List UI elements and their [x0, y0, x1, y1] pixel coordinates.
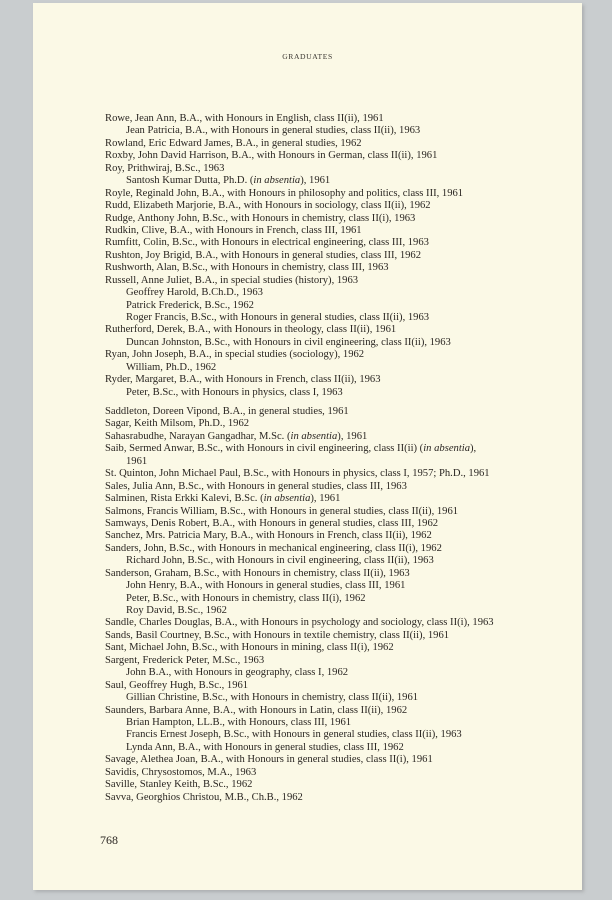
- entry-italic: in absentia: [423, 443, 471, 455]
- graduate-entry: Russell, Anne Juliet, B.A., in special studies (history), 1963: [105, 274, 359, 286]
- entry-text: ),: [470, 443, 477, 455]
- running-header: GRADUATES: [282, 52, 333, 61]
- sub-entry: John Henry, B.A., with Honours in general studies, class III, 1961: [126, 580, 406, 592]
- graduate-entry: Rutherford, Derek, B.A., with Honours in theology, class II(ii), 1961: [105, 324, 397, 336]
- entry-text: ), 1961: [337, 430, 368, 442]
- graduate-entry: [105, 493, 575, 505]
- sub-entry: Jean Patricia, B.A., with Honours in general studies, class II(ii), 1963: [126, 125, 421, 137]
- graduate-entry: Sargent, Frederick Peter, M.Sc., 1963: [105, 654, 265, 666]
- graduate-entry: Sands, Basil Courtney, B.Sc., with Honours in textile chemistry, class II(ii), 1961: [105, 629, 450, 641]
- graduate-entry: Saunders, Barbara Anne, B.A., with Honours in Latin, class II(ii), 1962: [105, 704, 408, 716]
- sub-entry: Francis Ernest Joseph, B.Sc., with Honours in general studies, class II(ii), 1963: [126, 729, 462, 741]
- graduate-entry: Savidis, Chrysostomos, M.A., 1963: [105, 766, 257, 778]
- graduate-entry: Rowe, Jean Ann, B.A., with Honours in English, class II(ii), 1961: [105, 113, 384, 124]
- sub-entry: Peter, B.Sc., with Honours in physics, class I, 1963: [126, 386, 343, 398]
- graduate-entry: Ryder, Margaret, B.A., with Honours in French, class II(ii), 1963: [105, 374, 381, 386]
- entry-italic: in absentia: [263, 493, 311, 505]
- graduate-entry: Sanderson, Graham, B.Sc., with Honours in chemistry, class II(ii), 1963: [105, 567, 410, 579]
- graduate-entry: Rowland, Eric Edward James, B.A., in general studies, 1962: [105, 137, 362, 149]
- entry-text: Saib, Sermed Anwar, B.Sc., with Honours in civil engineering, class II(ii) (: [105, 443, 424, 455]
- page-number: 768: [100, 833, 118, 847]
- graduate-entry: Sandle, Charles Douglas, B.A., with Honours in psychology and sociology, class II(i), 1963: [105, 617, 494, 629]
- graduate-entry: Saddleton, Doreen Vipond, B.A., in general studies, 1961: [105, 406, 349, 417]
- graduate-entry: Rudge, Anthony John, B.Sc., with Honours in chemistry, class II(i), 1963: [105, 212, 416, 224]
- graduate-entry: Saville, Stanley Keith, B.Sc., 1962: [105, 779, 253, 791]
- graduate-entry: Ryan, John Joseph, B.A., in special studies (sociology), 1962: [105, 349, 365, 361]
- sub-entry: William, Ph.D., 1962: [126, 361, 217, 373]
- sub-entry: Geoffrey Harold, B.Ch.D., 1963: [126, 287, 263, 299]
- graduate-entry: Saul, Geoffrey Hugh, B.Sc., 1961: [105, 679, 249, 691]
- graduate-entry: Samways, Denis Robert, B.A., with Honours in general studies, class III, 1962: [105, 517, 439, 529]
- sub-entry: Roger Francis, B.Sc., with Honours in general studies, class II(ii), 1963: [126, 312, 430, 323]
- graduate-entry: St. Quinton, John Michael Paul, B.Sc., with Honours in physics, class I, 1957; Ph.D., 1961: [105, 468, 490, 480]
- entry-italic: in absentia: [290, 430, 338, 442]
- graduate-entry: Rudd, Elizabeth Marjorie, B.A., with Honours in sociology, class II(ii), 1962: [105, 200, 431, 212]
- graduate-entry: Savage, Alethea Joan, B.A., with Honours in general studies, class II(i), 1961: [105, 754, 433, 766]
- sub-entry: Duncan Johnston, B.Sc., with Honours in civil engineering, class II(ii), 1963: [126, 336, 451, 348]
- sub-entry: Peter, B.Sc., with Honours in chemistry, class II(i), 1962: [126, 592, 366, 604]
- section-s-entries: [105, 406, 575, 804]
- entry-text: ), 1961: [300, 175, 331, 187]
- sub-entry: Richard John, B.Sc., with Honours in civil engineering, class II(ii), 1963: [126, 555, 434, 567]
- graduate-entry: Rumfitt, Colin, B.Sc., with Honours in electrical engineering, class III, 1963: [105, 237, 429, 249]
- graduate-entry: Sales, Julia Ann, B.Sc., with Honours in general studies, class III, 1963: [105, 480, 407, 492]
- section-r-entries: [105, 113, 575, 399]
- entry-text: Santosh Kumar Dutta, Ph.D. (: [126, 175, 254, 187]
- graduate-entry: [105, 431, 575, 443]
- graduate-entry: Savva, Georghios Christou, M.B., Ch.B., 1962: [105, 791, 303, 803]
- entry-italic: in absentia: [253, 175, 301, 187]
- entry-text: ), 1961: [310, 493, 341, 505]
- graduate-entry: Salmons, Francis William, B.Sc., with Honours in general studies, class II(ii), 1961: [105, 505, 459, 517]
- graduate-entry: Sagar, Keith Milsom, Ph.D., 1962: [105, 418, 250, 430]
- graduate-entry: Sant, Michael John, B.Sc., with Honours in mining, class II(i), 1962: [105, 642, 394, 654]
- graduate-entry: Roy, Prithwiraj, B.Sc., 1963: [105, 162, 225, 174]
- graduate-entry: Roxby, John David Harrison, B.A., with Honours in German, class II(ii), 1961: [105, 150, 438, 162]
- entry-text: Sahasrabudhe, Narayan Gangadhar, M.Sc. (: [105, 430, 291, 442]
- entry-text: Salminen, Rista Erkki Kalevi, B.Sc. (: [105, 493, 264, 505]
- graduate-entry: [105, 443, 575, 455]
- graduate-entry: Rushton, Joy Brigid, B.A., with Honours in general studies, class III, 1962: [105, 249, 422, 261]
- graduate-entry: Rudkin, Clive, B.A., with Honours in French, class III, 1961: [105, 224, 362, 236]
- document-page: [33, 3, 582, 890]
- entry-continuation: 1961: [126, 455, 148, 467]
- graduate-entry: Sanders, John, B.Sc., with Honours in mechanical engineering, class II(i), 1962: [105, 542, 442, 554]
- graduate-entry: Sanchez, Mrs. Patricia Mary, B.A., with Honours in French, class II(ii), 1962: [105, 530, 432, 542]
- graduate-entry: Rushworth, Alan, B.Sc., with Honours in chemistry, class III, 1963: [105, 262, 389, 274]
- sub-entry: John B.A., with Honours in geography, class I, 1962: [126, 667, 349, 679]
- sub-entry: Brian Hampton, LL.B., with Honours, class III, 1961: [126, 716, 352, 728]
- sub-entry: [105, 175, 575, 187]
- sub-entry: Gillian Christine, B.Sc., with Honours in chemistry, class II(ii), 1961: [126, 692, 419, 704]
- graduate-entry: Royle, Reginald John, B.A., with Honours in philosophy and politics, class III, 1961: [105, 187, 464, 199]
- sub-entry: Patrick Frederick, B.Sc., 1962: [126, 299, 254, 311]
- sub-entry: Lynda Ann, B.A., with Honours in general studies, class III, 1962: [126, 741, 404, 753]
- sub-entry: Roy David, B.Sc., 1962: [126, 605, 227, 616]
